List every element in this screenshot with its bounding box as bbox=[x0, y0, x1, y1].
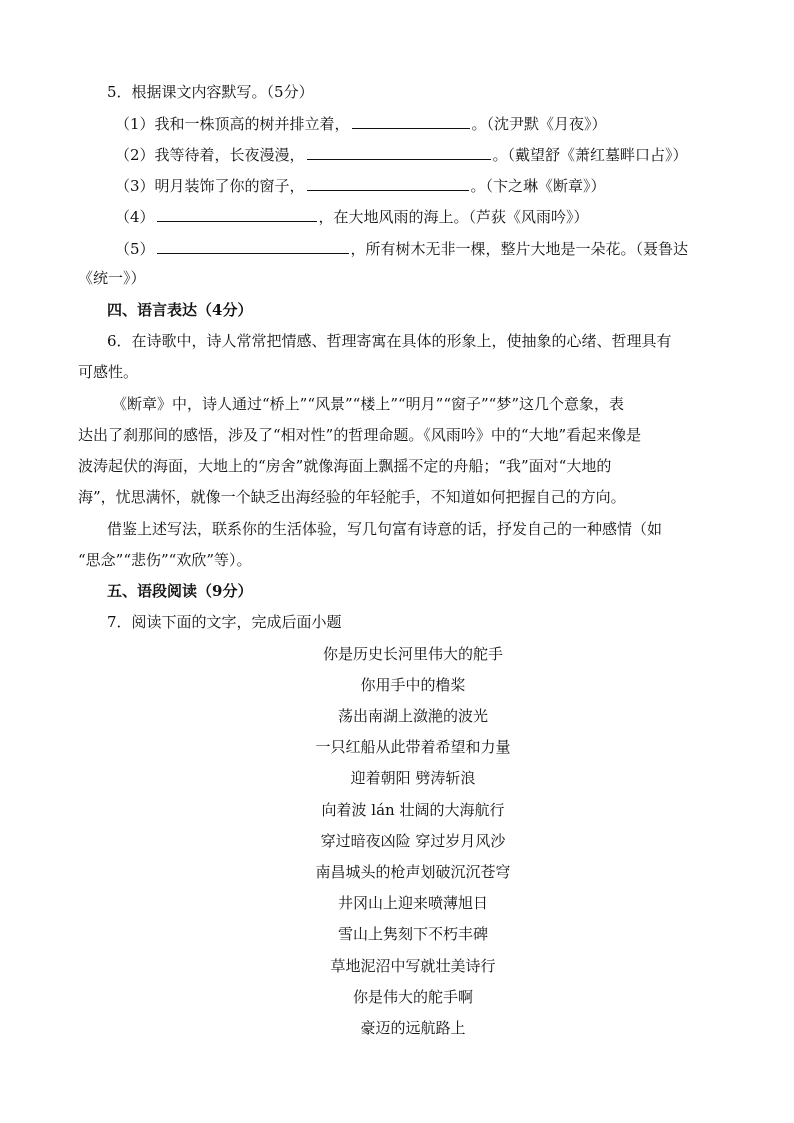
q6-para1-line-2: 达出了刹那间的感悟，涉及了“相对性”的哲理命题。《风雨吟》中的“大地”看起来像是 bbox=[78, 426, 642, 444]
q6-para2-line-2: “思念”“悲伤”“欢欣”等）。 bbox=[78, 551, 252, 569]
poem-line: 你是伟大的舵手啊 bbox=[352, 988, 473, 1006]
q5-item-5-label: （5） bbox=[115, 240, 155, 258]
section-4-heading: 四、语言表达（4分） bbox=[107, 301, 253, 319]
section-5-heading: 五、语段阅读（9分） bbox=[107, 582, 253, 600]
poem-line: 草地泥沼中写就壮美诗行 bbox=[330, 957, 496, 975]
q5-item-2-blank[interactable] bbox=[307, 144, 491, 160]
poem-line: 迎着朝阳 劈涛斩浪 bbox=[350, 769, 476, 787]
q5-item-4 bbox=[115, 206, 589, 227]
q6-para1-line-3: 波涛起伏的海面，大地上的“房舍”就像海面上飘摇不定的舟船；“我”面对“大地的 bbox=[78, 457, 612, 475]
q5-item-2-after: 。（戴望舒《萧红墓畔口占》） bbox=[492, 146, 688, 164]
q5-item-5-continuation: 《统一》） bbox=[78, 269, 146, 287]
poem-line: 你用手中的橹桨 bbox=[360, 676, 466, 694]
poem-line: 向着波 lán 壮阔的大海航行 bbox=[321, 801, 505, 819]
poem-line: 豪迈的远航路上 bbox=[360, 1019, 466, 1037]
q5-item-4-blank[interactable] bbox=[157, 206, 317, 222]
poem-line: 井冈山上迎来喷薄旭日 bbox=[337, 894, 488, 912]
q5-item-3-blank[interactable] bbox=[307, 175, 469, 191]
q6-para1-line-1: 《断章》中，诗人通过“桥上”“风景”“楼上”“明月”“窗子”“梦”这几个意象，表 bbox=[112, 395, 625, 413]
q5-item-5-blank[interactable] bbox=[157, 238, 349, 254]
q5-item-3-after: 。（卞之琳《断章》） bbox=[470, 177, 606, 195]
q6-para1-line-4: 海”，忧思满怀，就像一个缺乏出海经验的年轻舵手，不知道如何把握自己的方向。 bbox=[78, 488, 626, 506]
poem-line: 雪山上隽刻下不朽丰碑 bbox=[337, 925, 488, 943]
q5-item-3-label: （3）明月装饰了你的窗子， bbox=[115, 177, 305, 195]
q5-item-5 bbox=[115, 238, 688, 259]
q5-item-4-label: （4） bbox=[115, 208, 155, 226]
q5-title: 5．根据课文内容默写。（5分） bbox=[107, 83, 314, 101]
poem-line: 荡出南湖上潋滟的波光 bbox=[337, 707, 488, 725]
poem-line: 你是历史长河里伟大的舵手 bbox=[322, 645, 503, 663]
q5-item-3 bbox=[115, 175, 606, 196]
q6-para2-line-1: 借鉴上述写法，联系你的生活体验，写几句富有诗意的话，抒发自己的一种感情（如 bbox=[107, 520, 663, 538]
q5-item-4-after: ，在大地风雨的海上。（芦荻《风雨吟》） bbox=[318, 208, 589, 226]
q6-line-2: 可感性。 bbox=[78, 363, 139, 381]
q6-line-1: 6．在诗歌中，诗人常常把情感、哲理寄寓在具体的形象上，使抽象的心绪、哲理具有 bbox=[107, 332, 672, 350]
poem-line: 一只红船从此带着希望和力量 bbox=[315, 738, 511, 756]
q5-item-2 bbox=[115, 144, 688, 165]
poem-line: 南昌城头的枪声划破沉沉苍穹 bbox=[315, 863, 511, 881]
q7-instruction: 7．阅读下面的文字，完成后面小题 bbox=[107, 613, 342, 631]
q5-item-2-label: （2）我等待着，长夜漫漫， bbox=[115, 146, 305, 164]
q5-item-1-label: （1）我和一株顶高的树并排立着， bbox=[115, 115, 350, 133]
q5-item-1-after: 。（沈尹默《月夜》） bbox=[471, 115, 607, 133]
poem-line: 穿过暗夜凶险 穿过岁月风沙 bbox=[320, 832, 506, 850]
q5-item-1 bbox=[115, 113, 607, 134]
q5-item-5-after: ，所有树木无非一棵，整片大地是一朵花。（聂鲁达 bbox=[350, 240, 689, 258]
q5-item-1-blank[interactable] bbox=[352, 113, 470, 129]
